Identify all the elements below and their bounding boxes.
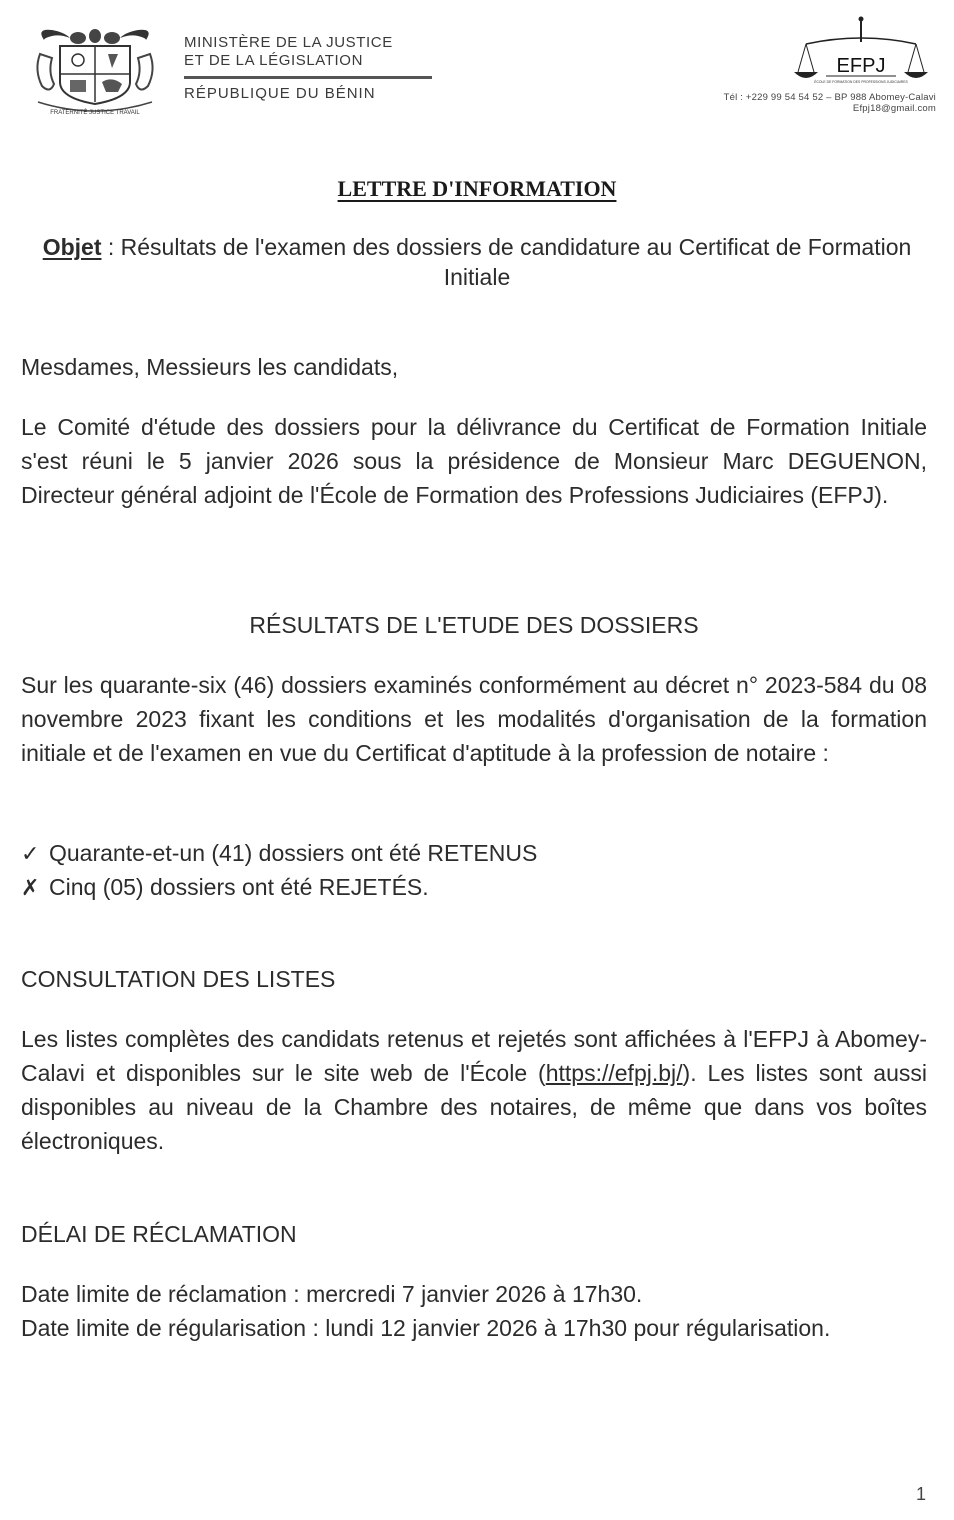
efpj-logo-text: EFPJ: [836, 55, 886, 77]
ministry-line-1: MINISTÈRE DE LA JUSTICE: [184, 34, 393, 51]
paragraph-consultation: Les listes complètes des candidats retenus et rejetés sont affichées à l'EFPJ à Abomey-Calavi et disponibles sur le site web de l'École (https://efpj.bj/). Les listes sont aussi disponibles au niveau de la Chambre des notaires, de même que dans vos boîtes électroniques.: [21, 1026, 927, 1154]
deadline-claim: Date limite de réclamation : mercredi 7 janvier 2026 à 17h30.: [21, 1281, 643, 1307]
letterhead: [0, 0, 954, 140]
school-website-link[interactable]: https://efpj.bj/: [545, 1060, 683, 1086]
object-text: : Résultats de l'examen des dossiers de candidature au Certificat de Formation Initiale: [101, 234, 912, 290]
contact-email: Efpj18@gmail.com: [852, 103, 936, 114]
ministry-divider: [184, 76, 432, 79]
contact-phone-address: Tél : +229 99 54 54 52 – BP 988 Abomey-Calavi: [723, 92, 936, 103]
paragraph-results: Sur les quarante-six (46) dossiers examinés conformément au décret n° 2023-584 du 08 novembre 2023 fixant les conditions et les modalités d'organisation de la formation initiale et de l'examen en vue du Certificat d'aptitude à la profession de notaire :: [21, 672, 927, 766]
letter-title: LETTRE D'INFORMATION: [337, 176, 617, 201]
efpj-logo-subtext: ÉCOLE DE FORMATION DES PROFESSIONS JUDICIAIRES: [814, 80, 908, 84]
result-item-rejected: [21, 870, 927, 905]
letter-object: [40, 232, 914, 292]
deadline-regularisation: Date limite de régularisation : lundi 12 janvier 2026 à 17h30 pour régularisation.: [21, 1315, 831, 1341]
cross-icon: ✗: [21, 875, 40, 900]
ministry-line-2: ET DE LA LÉGISLATION: [184, 52, 364, 69]
salutation: Mesdames, Messieurs les candidats,: [21, 354, 399, 380]
result-text: Cinq (05) dossiers ont été REJETÉS.: [49, 874, 429, 900]
consultation-heading: CONSULTATION DES LISTES: [21, 966, 336, 992]
republic-name: RÉPUBLIQUE DU BÉNIN: [184, 85, 376, 102]
delay-heading: DÉLAI DE RÉCLAMATION: [21, 1221, 297, 1247]
paragraph-committee: Le Comité d'étude des dossiers pour la délivrance du Certificat de Formation Initiale s'est réuni le 5 janvier 2026 sous la présidence de Monsieur Marc DEGUENON, Directeur général adjoint de l'École de Formation des Professions Judiciaires (EFPJ).: [21, 414, 927, 508]
page-number: 1: [915, 1484, 926, 1504]
object-label: Objet: [42, 234, 102, 260]
benin-coat-of-arms-icon: [30, 24, 160, 116]
efpj-contact: [724, 92, 936, 114]
result-text: Quarante-et-un (41) dossiers ont été RETENUS: [49, 840, 538, 866]
results-heading: RÉSULTATS DE L'ETUDE DES DOSSIERS: [249, 612, 699, 638]
coat-motto: FRATERNITÉ JUSTICE TRAVAIL: [50, 110, 140, 116]
result-item-retained: [21, 836, 927, 871]
ministry-block: [184, 34, 444, 103]
efpj-scales-logo-icon: [786, 14, 936, 90]
check-icon: ✓: [21, 841, 40, 866]
